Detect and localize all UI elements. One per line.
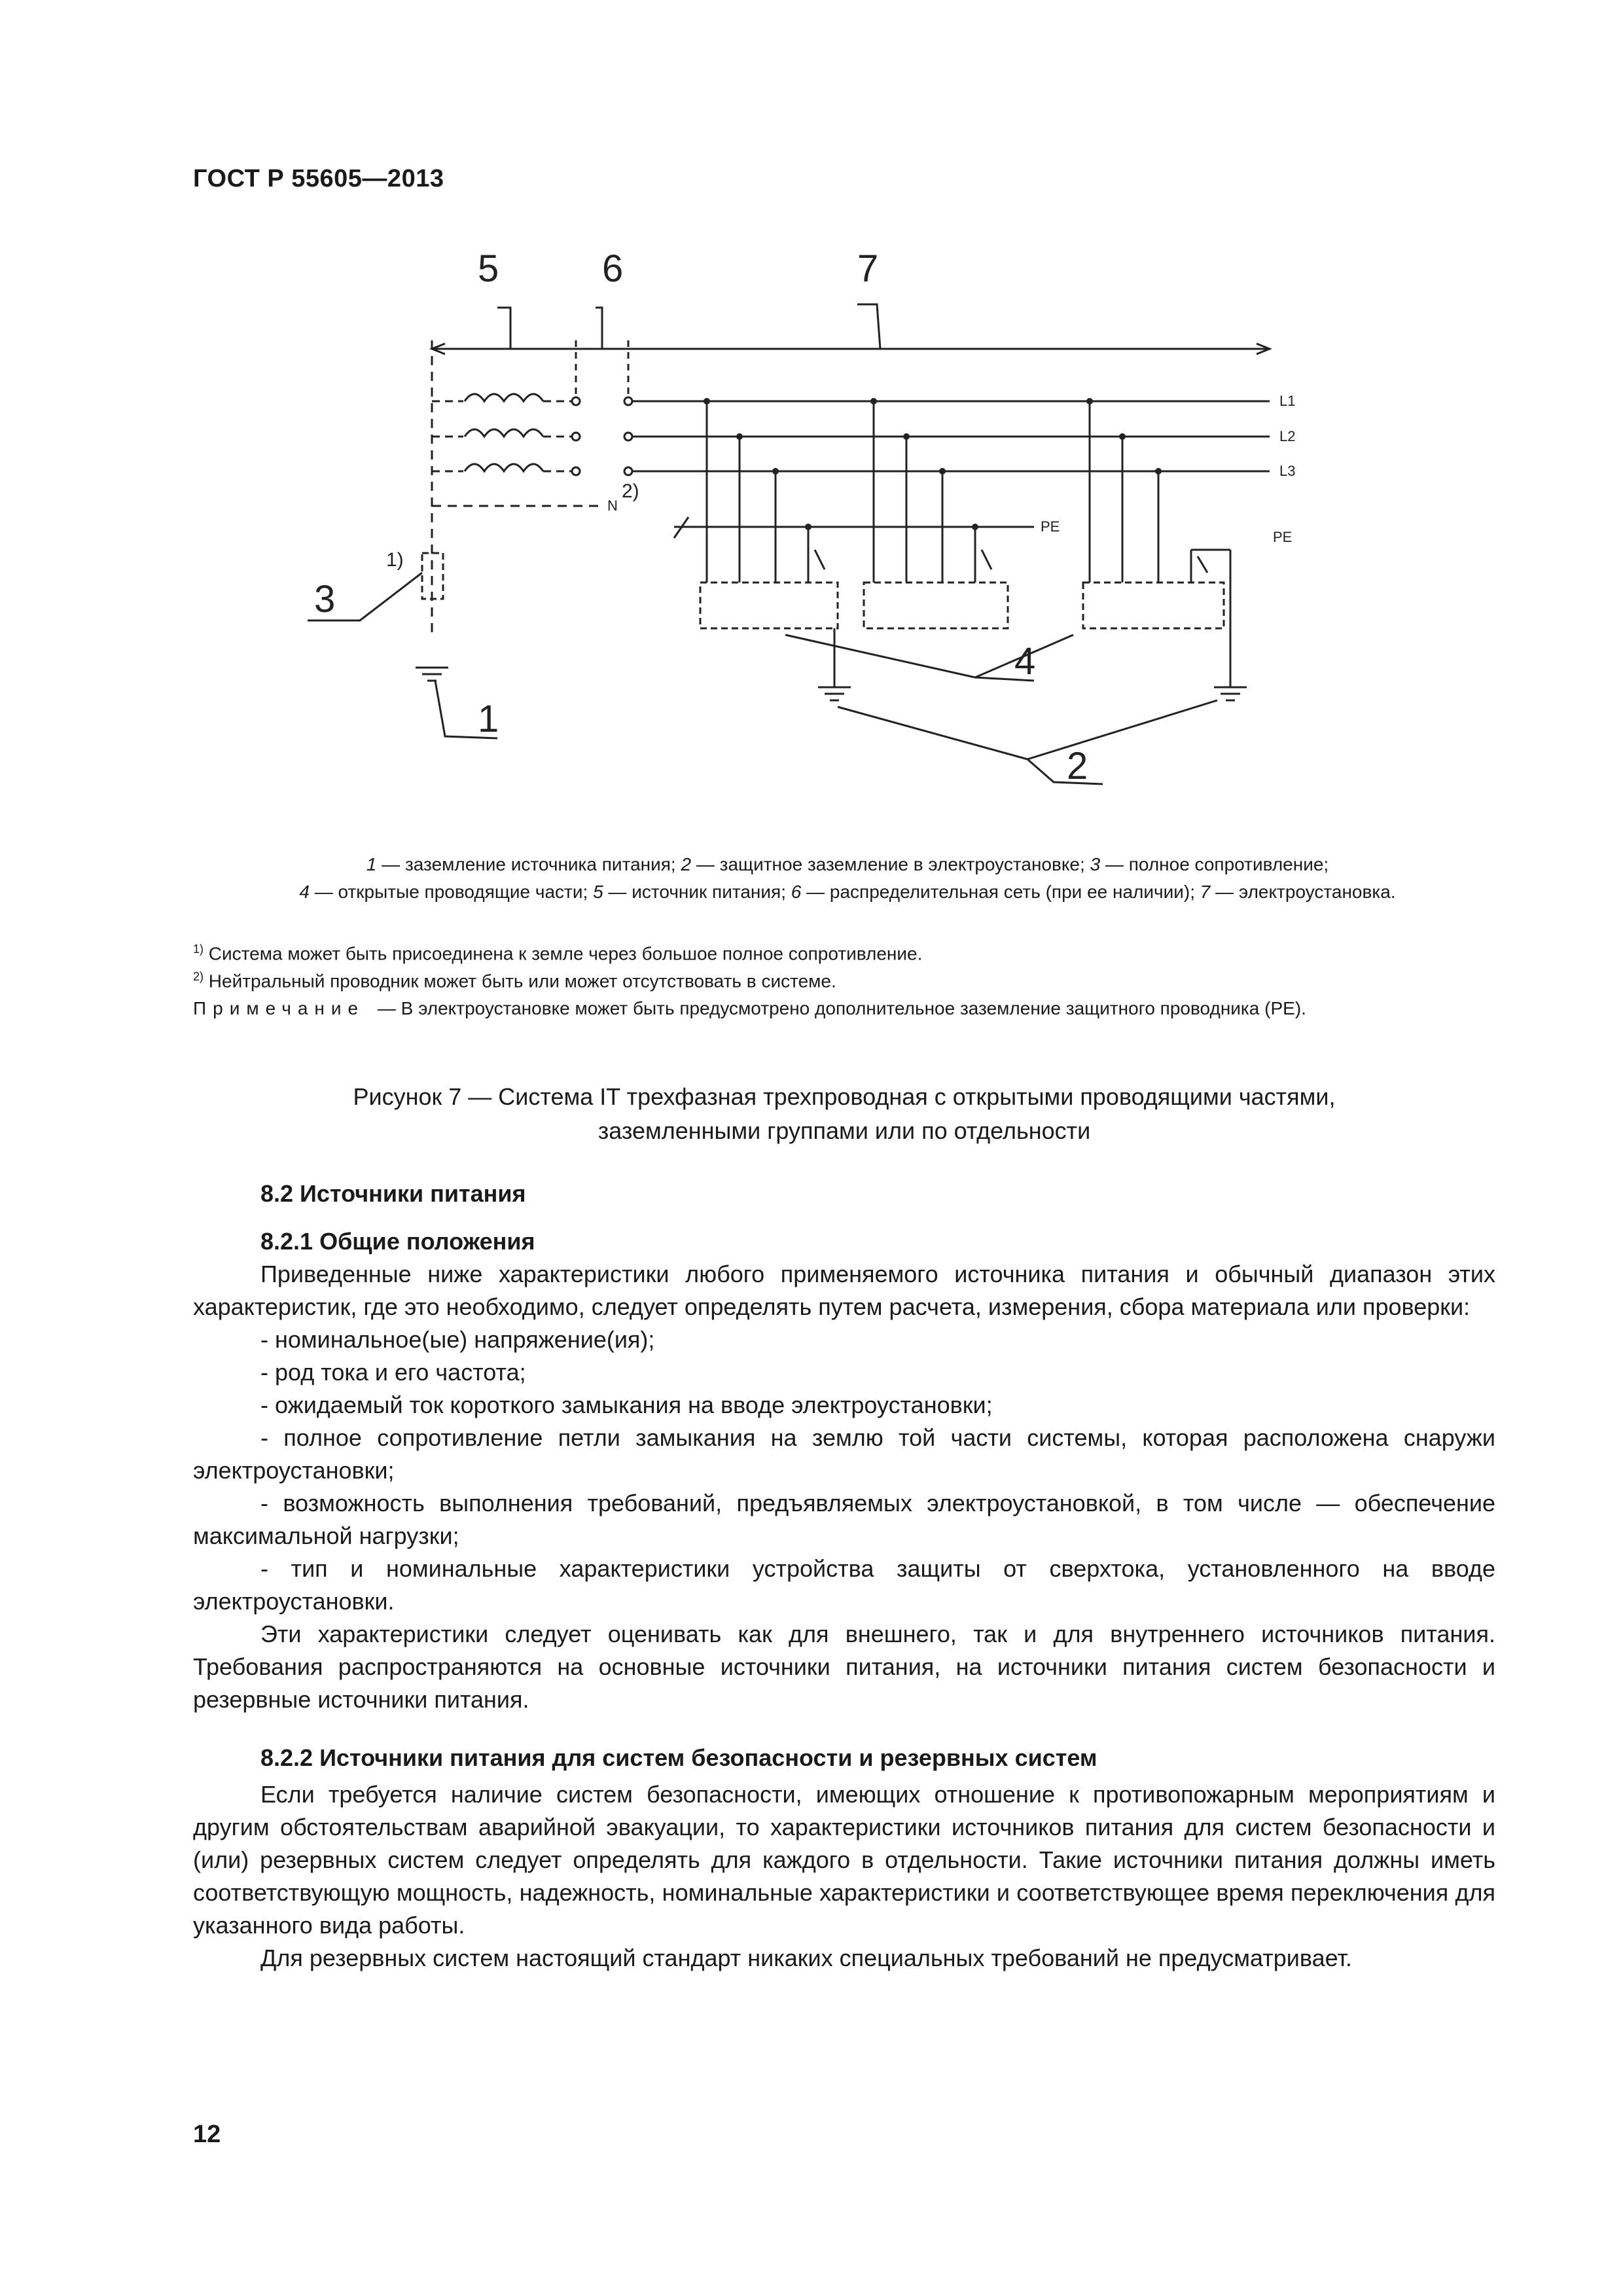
- label-N: N: [607, 497, 618, 514]
- page-number: 12: [193, 2121, 221, 2148]
- heading-8-2-2: 8.2.2 Источники питания для систем безопасности и резервных систем: [260, 1744, 1097, 1771]
- label-L3: L3: [1279, 463, 1296, 479]
- footnote-1: $^{1)}$ Система может быть присоединена к земле через большое полное сопротивление.: [193, 942, 923, 964]
- label-PE-1: PE: [1041, 518, 1060, 535]
- label-L1: L1: [1279, 393, 1296, 409]
- document-code-header: ГОСТ Р 55605—2013: [193, 165, 444, 192]
- paragraph: Для резервных систем настоящий стандарт никаких специальных требований не предусматривает.: [260, 1945, 1352, 1971]
- heading-8-2: 8.2 Источники питания: [260, 1180, 526, 1207]
- figure-caption: Рисунок 7 — Система IT трехфазная трехпроводная с открытыми проводящими частями, заземленными группами или по отдельности: [353, 1083, 1336, 1144]
- label-2: 2: [1067, 745, 1088, 787]
- list-item: - возможность выполнения требований, предъявляемых электроустановкой, в том числе — обеспечение максимальной нагрузки;: [193, 1490, 1495, 1549]
- legend-line-1: 1 — заземление источника питания; 2 — защитное заземление в электроустановке; 3 — полное сопротивление;: [366, 854, 1329, 874]
- label-4: 4: [1014, 640, 1036, 683]
- label-1-footnote: 1): [386, 549, 404, 571]
- label-6: 6: [602, 247, 624, 290]
- paragraph: Приведенные ниже характеристики любого применяемого источника питания и обычный диапазон этих характеристик, где это необходимо, следует определять путем расчета, измерения, сбора материала или проверки:: [193, 1261, 1495, 1320]
- label-1: 1: [478, 698, 499, 740]
- list-item: - тип и номинальные характеристики устройства защиты от сверхтока, установленного на вводе электроустановки.: [193, 1555, 1495, 1615]
- list-item: - номинальное(ые) напряжение(ия);: [260, 1326, 655, 1353]
- figure-note: [193, 995, 1495, 1022]
- label-3: 3: [314, 578, 336, 620]
- heading-8-2-1: 8.2.1 Общие положения: [260, 1228, 535, 1255]
- label-5: 5: [478, 247, 499, 290]
- label-L2: L2: [1279, 428, 1296, 444]
- figure-legend: [193, 851, 1502, 906]
- footnote-2: $^{2)}$ Нейтральный проводник может быть или может отсутствовать в системе.: [193, 970, 836, 992]
- label-7: 7: [857, 247, 879, 290]
- list-item: - полное сопротивление петли замыкания на землю той части системы, которая расположена снаружи электроустановки;: [193, 1424, 1495, 1484]
- paragraph: Эти характеристики следует оценивать как для внешнего, так и для внутреннего источников питания. Требования распространяются на основные источники питания, на источники питания систем безопасности и резервные источники питания.: [193, 1621, 1495, 1713]
- section-8-2-2-body: [193, 1778, 1495, 1975]
- list-item: - ожидаемый ток короткого замыкания на вводе электроустановки;: [260, 1391, 993, 1418]
- label-PE-2: PE: [1273, 529, 1293, 545]
- legend-line-2: 4 — открытые проводящие части; 5 — источник питания; 6 — распределительная сеть (при ее наличии); 7 — электроустановка.: [299, 882, 1396, 902]
- it-system-diagram: [288, 242, 1335, 818]
- note-text: — В электроустановке может быть предусмотрено дополнительное заземление защитного проводника (PE).: [372, 998, 1306, 1018]
- label-2-footnote: 2): [622, 480, 639, 502]
- section-8-2-1-body: [193, 1258, 1495, 1716]
- note-label: Примечание: [193, 998, 365, 1018]
- list-item: - род тока и его частота;: [260, 1359, 526, 1386]
- paragraph: Если требуется наличие систем безопасности, имеющих отношение к противопожарным мероприятиям и другим обстоятельствам аварийной эвакуации, то характеристики источников питания для систем безопасности и (или) резервных систем следует определять для каждого в отдельности. Такие источники питания должны иметь соответствующую мощность, надежность, номинальные характеристики и соответствующее время переключения для указанного вида работы.: [193, 1781, 1495, 1939]
